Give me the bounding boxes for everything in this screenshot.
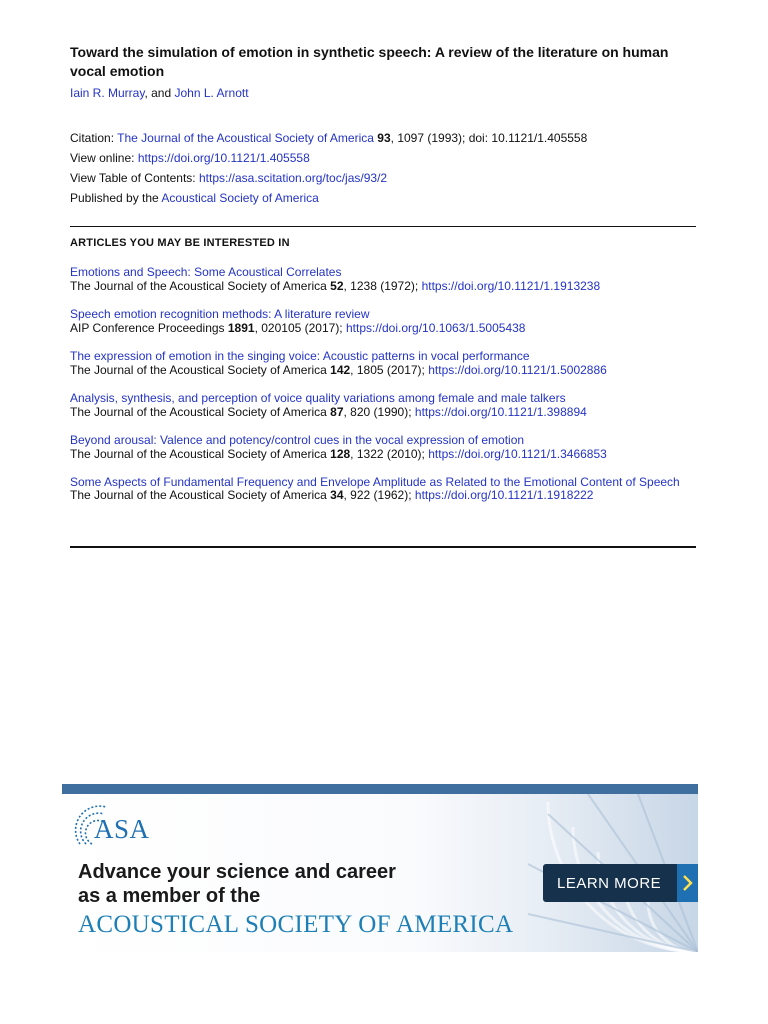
author-separator: , and (144, 86, 175, 100)
related-article-title[interactable]: Beyond arousal: Valence and potency/control cues in the vocal expression of emotion (70, 433, 525, 447)
related-article-rest: , 922 (1962); (343, 488, 415, 502)
related-article-doi-link[interactable]: https://doi.org/10.1121/1.5002886 (428, 363, 607, 377)
related-article-rest: , 820 (1990); (343, 405, 415, 419)
page-title: Toward the simulation of emotion in synthetic speech: A review of the literature on human vocal emotion (70, 44, 669, 79)
related-article-rest: , 020105 (2017); (254, 321, 346, 335)
related-article-citation (70, 447, 690, 461)
related-article-journal: The Journal of the Acoustical Society of America (70, 363, 331, 377)
related-article-volume: 128 (330, 447, 351, 461)
toc-line (70, 171, 387, 186)
related-article-title[interactable]: Some Aspects of Fundamental Frequency and Envelope Amplitude as Related to the Emotional Content of Speech (70, 475, 680, 489)
view-online-label: View online: (70, 151, 138, 165)
learn-more-button[interactable] (543, 864, 698, 902)
journal-link[interactable]: The Journal of the Acoustical Society of America (117, 131, 374, 145)
related-article-doi-link[interactable]: https://doi.org/10.1121/1.3466853 (428, 447, 607, 461)
related-article-rest: , 1238 (1972); (343, 279, 422, 293)
chevron-right-icon (677, 864, 698, 902)
asa-membership-banner[interactable] (62, 784, 698, 952)
related-article-citation (70, 405, 690, 419)
author-line (70, 86, 249, 100)
related-article-journal: The Journal of the Acoustical Society of America (70, 447, 331, 461)
asa-logo-text: ASA (94, 814, 150, 844)
related-article-rest: , 1322 (2010); (350, 447, 429, 461)
related-article-volume: 34 (330, 488, 344, 502)
related-article-doi-link[interactable]: https://doi.org/10.1121/1.1913238 (421, 279, 601, 293)
related-article-volume: 142 (330, 363, 351, 377)
related-article-volume: 87 (330, 405, 344, 419)
published-line (70, 191, 319, 206)
toc-label: View Table of Contents: (70, 171, 199, 185)
toc-link[interactable]: https://asa.scitation.org/toc/jas/93/2 (198, 171, 388, 185)
related-article-volume: 52 (330, 279, 344, 293)
related-article-citation (70, 321, 690, 335)
citation-label: Citation: (70, 131, 118, 145)
citation-volume: 93 (377, 131, 391, 145)
related-article-title[interactable]: Analysis, synthesis, and perception of voice quality variations among female and male talkers (70, 391, 566, 405)
related-article-citation (70, 363, 690, 377)
related-article-journal: The Journal of the Acoustical Society of America (70, 488, 331, 502)
related-article (70, 433, 690, 461)
related-article-rest: , 1805 (2017); (350, 363, 429, 377)
related-article-journal: The Journal of the Acoustical Society of America (70, 405, 331, 419)
divider-bottom (70, 546, 696, 548)
related-article-journal: The Journal of the Acoustical Society of America (70, 279, 331, 293)
banner-society-name: ACOUSTICAL SOCIETY OF AMERICA (78, 911, 514, 938)
view-online-line (70, 151, 310, 166)
related-article (70, 265, 690, 293)
citation-rest: , 1097 (1993); doi: 10.1121/1.405558 (390, 131, 588, 145)
related-article-title[interactable]: The expression of emotion in the singing voice: Acoustic patterns in vocal performance (70, 349, 530, 363)
banner-top-bar (62, 784, 698, 794)
related-article (70, 349, 690, 377)
published-label: Published by the (70, 191, 162, 205)
related-article-title[interactable]: Speech emotion recognition methods: A literature review (70, 307, 370, 321)
author-link-murray[interactable]: Iain R. Murray (70, 86, 145, 100)
related-article-doi-link[interactable]: https://doi.org/10.1121/1.1918222 (414, 488, 594, 502)
related-heading: ARTICLES YOU MAY BE INTERESTED IN (70, 237, 290, 249)
related-article-title[interactable]: Emotions and Speech: Some Acoustical Correlates (70, 265, 342, 279)
related-article-volume: 1891 (227, 321, 255, 335)
related-article-doi-link[interactable]: https://doi.org/10.1121/1.398894 (414, 405, 587, 419)
related-article-doi-link[interactable]: https://doi.org/10.1063/1.5005438 (345, 321, 526, 335)
view-online-link[interactable]: https://doi.org/10.1121/1.405558 (137, 151, 310, 165)
related-article (70, 476, 690, 502)
banner-headline: Advance your science and career as a member of the (78, 861, 396, 907)
related-article (70, 307, 690, 335)
related-article-journal: AIP Conference Proceedings (70, 321, 228, 335)
related-article-citation (70, 488, 690, 502)
author-link-arnott[interactable]: John L. Arnott (174, 86, 249, 100)
learn-more-label: LEARN MORE (557, 874, 662, 892)
related-article (70, 391, 690, 419)
related-article-citation (70, 279, 690, 293)
divider-top (70, 226, 696, 227)
publisher-link[interactable]: Acoustical Society of America (161, 191, 319, 205)
citation-line (70, 131, 587, 146)
